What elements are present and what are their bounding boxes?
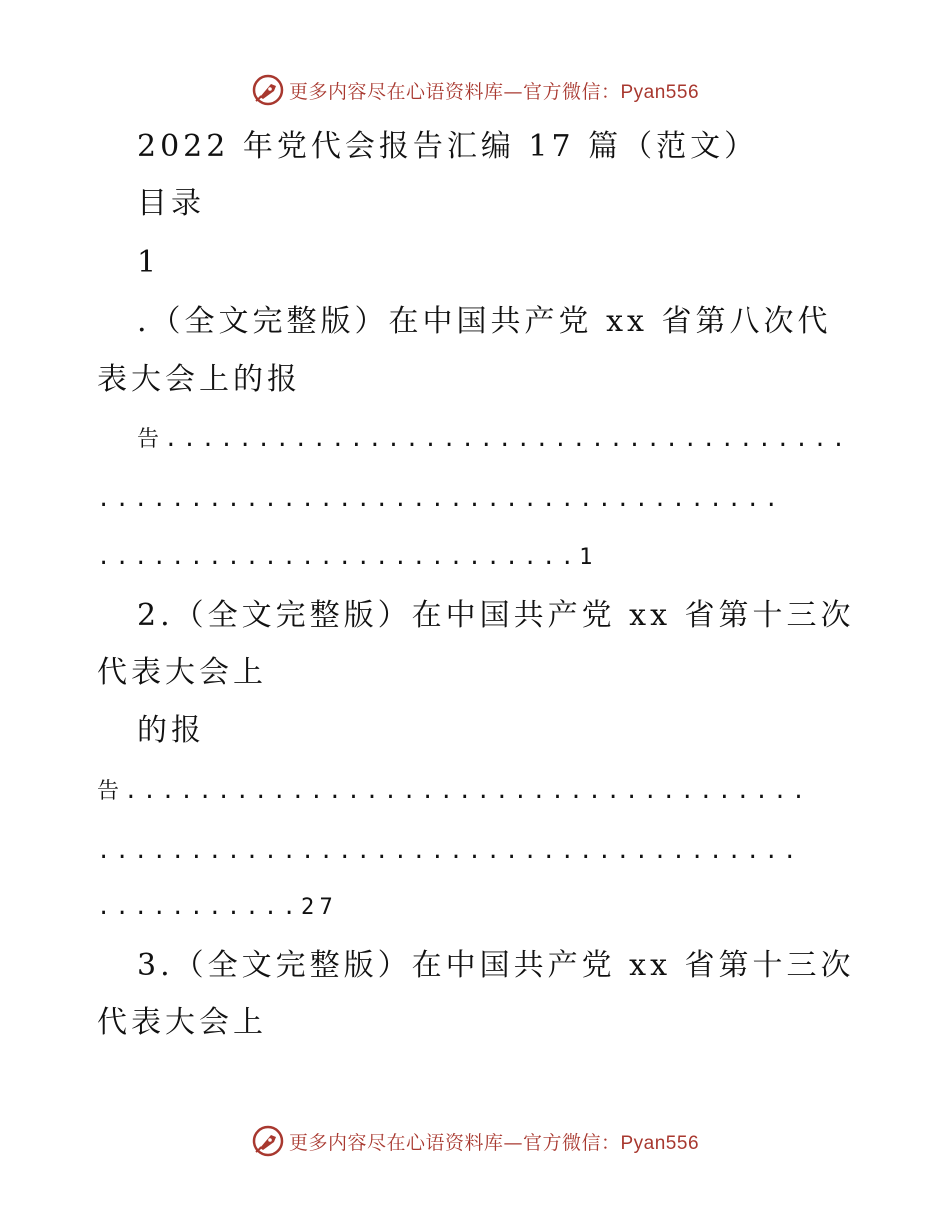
toc-line: ...........27 [97,895,339,920]
toc-line: 代表大会上 [97,1005,267,1040]
banner-wechat-id: Pyan556 [620,1132,700,1154]
document-title: 2022 年党代会报告汇编 17 篇（范文） [137,129,759,164]
toc-line: 表大会上的报 [97,362,301,397]
toc-heading: 目录 [137,186,205,221]
banner-main-text: 更多内容尽在心语资料库 [288,80,504,103]
toc-line: 3.（全文完整版）在中国共产党 xx 省第十三次 [137,948,855,983]
banner-separator: — [503,80,523,103]
toc-line: 告..................................... [137,427,851,452]
banner-main-text: 更多内容尽在心语资料库 [288,1131,504,1154]
toc-line: .（全文完整版）在中国共产党 xx 省第八次代 [137,304,832,339]
toc-line: 代表大会上 [97,655,267,690]
toc-line: ...................................... [97,839,802,864]
banner-separator: — [503,1131,523,1154]
pen-nib-logo-icon [251,1124,285,1158]
header-banner [0,70,950,110]
banner-wechat-label: 官方微信： [522,80,621,103]
toc-line: 的报 [137,713,205,748]
banner-wechat-label: 官方微信： [522,1131,621,1154]
pen-nib-logo-icon [251,73,285,107]
toc-line: ..........................1 [97,545,598,570]
toc-line: 2.（全文完整版）在中国共产党 xx 省第十三次 [137,598,855,633]
banner-text [289,77,699,104]
toc-line: 告..................................... [97,779,811,804]
banner-wechat-id: Pyan556 [620,81,700,103]
footer-banner [0,1121,950,1161]
banner-text [289,1128,699,1155]
toc-line: 1 [137,245,161,280]
toc-line: ..................................... [97,487,784,512]
